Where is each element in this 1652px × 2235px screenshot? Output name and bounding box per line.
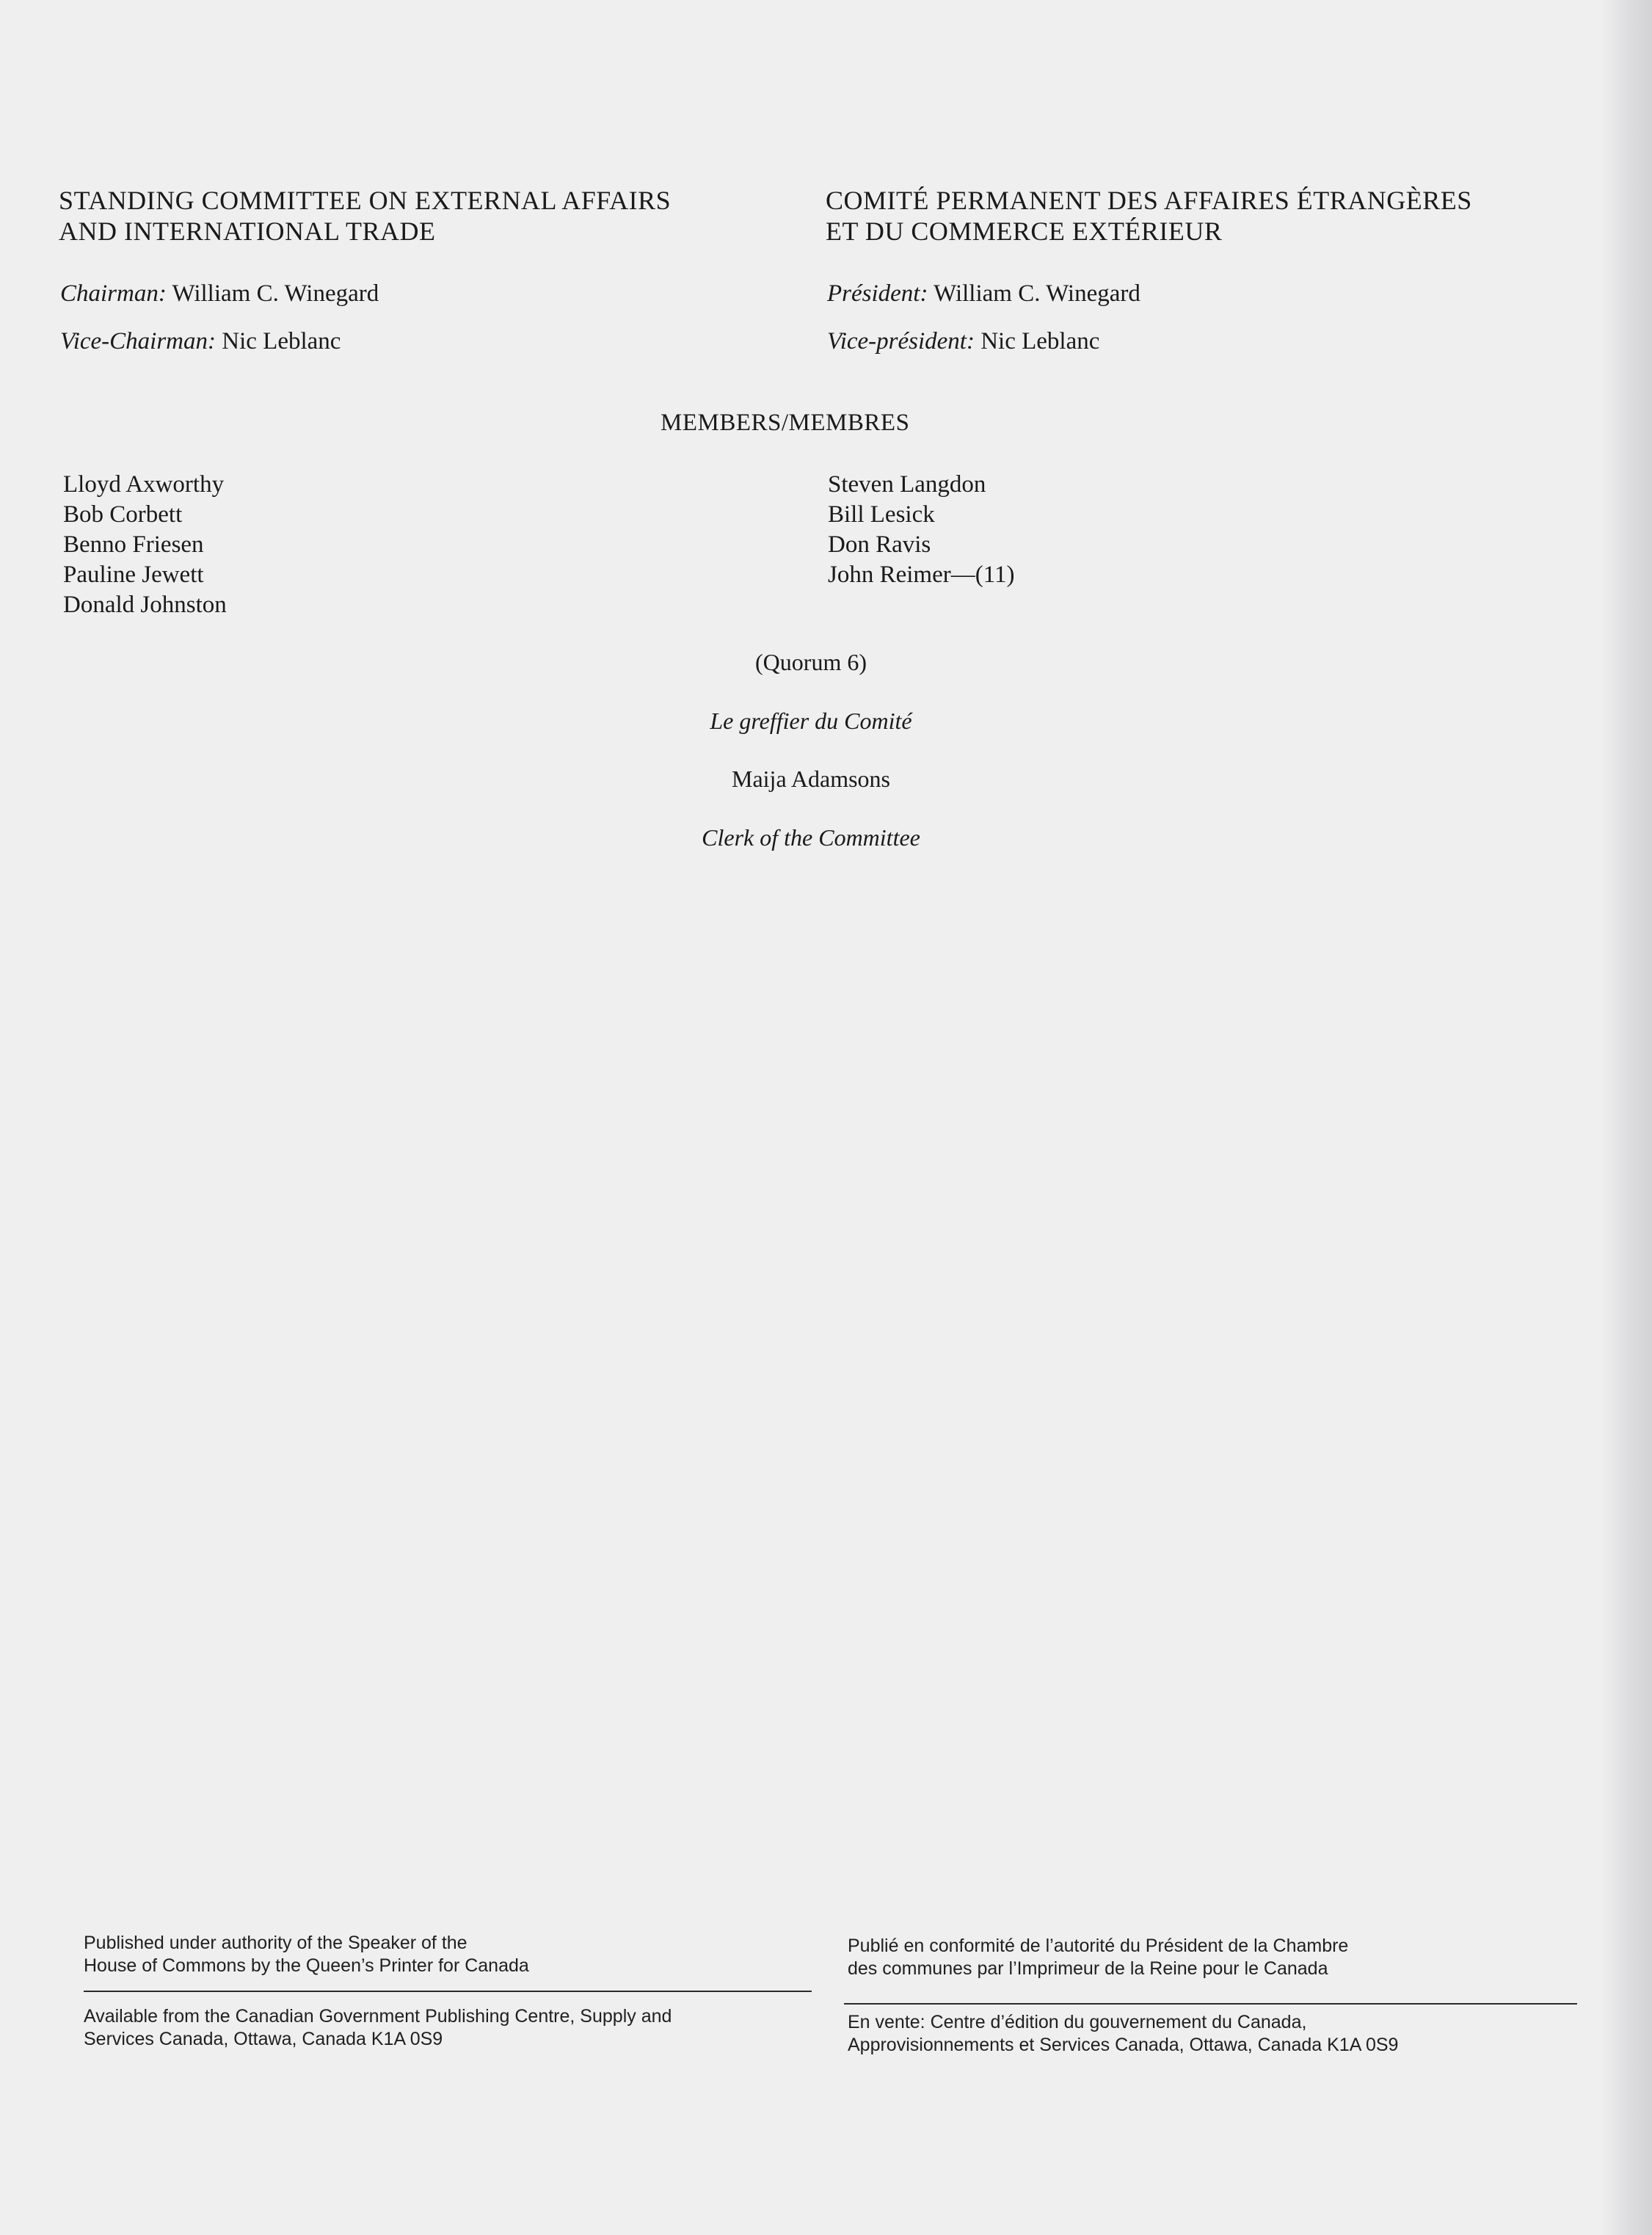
member-name: Bill Lesick (828, 501, 935, 528)
published-notice-english (84, 1932, 529, 1977)
member-name: Benno Friesen (63, 531, 204, 558)
availability-notice-french-line-1: En vente: Centre d’édition du gouvernement du Canada, (848, 2012, 1307, 2032)
committee-title-french (826, 185, 1472, 247)
availability-notice-french-line-2: Approvisionnements et Services Canada, Ottawa, Canada K1A 0S9 (848, 2035, 1399, 2055)
divider-rule-french (844, 2003, 1577, 2005)
committee-title-english-line-1: STANDING COMMITTEE ON EXTERNAL AFFAIRS (59, 186, 672, 215)
clerk-name: Maija Adamsons (732, 766, 890, 792)
member-name: Lloyd Axworthy (63, 471, 225, 498)
vice-chairman-french (827, 327, 1099, 356)
vice-chairman-label-english: Vice-Chairman: (60, 328, 216, 355)
published-notice-english-line-1: Published under authority of the Speaker of the (84, 1933, 467, 1953)
vice-chairman-english (60, 327, 341, 356)
committee-title-french-line-1: COMITÉ PERMANENT DES AFFAIRES ÉTRANGÈRES (826, 186, 1472, 215)
published-notice-french-line-2: des communes par l’Imprimeur de la Reine pour le Canada (848, 1958, 1328, 1979)
member-name: Pauline Jewett (63, 562, 204, 588)
published-notice-english-line-2: House of Commons by the Queen’s Printer for Canada (84, 1955, 529, 1976)
member-name: Don Ravis (828, 531, 931, 558)
vice-chairman-name-french: Nic Leblanc (980, 328, 1100, 355)
member-name: Bob Corbett (63, 501, 183, 528)
clerk-label-french: Le greffier du Comité (710, 708, 912, 734)
availability-notice-french (848, 2011, 1398, 2057)
member-name: Steven Langdon (828, 471, 986, 498)
published-notice-french-line-1: Publié en conformité de l’autorité du Président de la Chambre (848, 1936, 1349, 1956)
availability-notice-english-line-2: Services Canada, Ottawa, Canada K1A 0S9 (84, 2029, 443, 2049)
chairman-french (827, 279, 1140, 308)
committee-title-english-line-2: AND INTERNATIONAL TRADE (59, 217, 436, 246)
chairman-name-french: William C. Winegard (934, 280, 1140, 307)
published-notice-french (848, 1935, 1348, 1980)
members-right-column (828, 470, 1014, 590)
divider-rule-english (84, 1991, 812, 1992)
members-heading: MEMBERS/MEMBRES (661, 410, 910, 436)
chairman-name-english: William C. Winegard (172, 280, 379, 307)
chairman-english (60, 279, 379, 308)
chairman-label-french: Président: (827, 280, 928, 307)
vice-chairman-label-french: Vice-président: (827, 328, 975, 355)
member-name: Donald Johnston (63, 592, 227, 618)
members-left-column (63, 470, 227, 620)
member-name: John Reimer—(11) (828, 562, 1015, 588)
availability-notice-english-line-1: Available from the Canadian Government Publishing Centre, Supply and (84, 2006, 672, 2027)
committee-title-english (59, 185, 671, 247)
availability-notice-english (84, 2005, 672, 2051)
quorum: (Quorum 6) (755, 649, 867, 675)
page-edge-shadow (1601, 0, 1652, 2235)
committee-title-french-line-2: ET DU COMMERCE EXTÉRIEUR (826, 217, 1223, 246)
vice-chairman-name-english: Nic Leblanc (222, 328, 341, 355)
clerk-label-english: Clerk of the Committee (702, 824, 920, 851)
chairman-label-english: Chairman: (60, 280, 167, 307)
